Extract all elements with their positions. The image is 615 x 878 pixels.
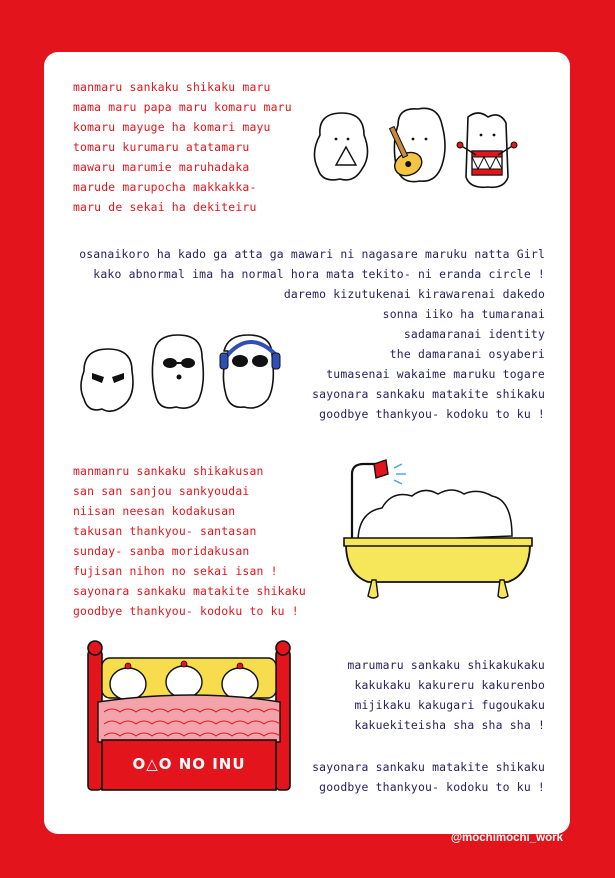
verse-line: komaru mayuge ha komari mayu bbox=[73, 120, 271, 134]
verse-1 bbox=[73, 77, 292, 217]
verse-line: kako abnormal ima ha normal hora mata tekito- ni eranda circle ! bbox=[93, 267, 545, 281]
bed-logo: O△O NO INU bbox=[132, 755, 246, 773]
verse-line: mijikaku kakugari fugoukaku bbox=[354, 698, 545, 712]
verse-3 bbox=[73, 461, 306, 621]
verse-line: daremo kizutukenai kirawarenai dakedo bbox=[283, 287, 545, 301]
verse-line: sayonara sankaku matakite shikaku bbox=[73, 584, 306, 598]
verse-5 bbox=[312, 757, 545, 797]
verse-line: takusan thankyou- santasan bbox=[73, 524, 257, 538]
verse-line: kakukaku kakureru kakurenbo bbox=[354, 678, 545, 692]
verse-line: marude marupocha makkakka- bbox=[73, 180, 257, 194]
verse-line: osanaikoro ha kado ga atta ga mawari ni nagasare maruku natta Girl bbox=[79, 247, 545, 261]
verse-line: sunday- sanba moridakusan bbox=[73, 544, 250, 558]
verse-line: maru de sekai ha dekiteiru bbox=[73, 200, 257, 214]
verse-line: sadamaranai identity bbox=[403, 327, 545, 341]
verse-line: sonna iiko ha tumaranai bbox=[382, 307, 545, 321]
band-illustration bbox=[300, 105, 555, 205]
verse-line: sayonara sankaku matakite shikaku bbox=[312, 760, 545, 774]
verse-line: kakuekiteisha sha sha sha ! bbox=[354, 718, 545, 732]
verse-line: goodbye thankyou- kodoku to ku ! bbox=[319, 780, 545, 794]
verse-line: mawaru marumie maruhadaka bbox=[73, 160, 250, 174]
verse-line: mama maru papa maru komaru maru bbox=[73, 100, 292, 114]
verse-line: sayonara sankaku matakite shikaku bbox=[312, 387, 545, 401]
verse-line: niisan neesan kodakusan bbox=[73, 504, 236, 518]
verse-line: goodbye thankyou- kodoku to ku ! bbox=[319, 407, 545, 421]
bathtub-illustration bbox=[338, 458, 548, 608]
verse-line: tumasenai wakaime maruku togare bbox=[326, 367, 545, 381]
verse-line: goodbye thankyou- kodoku to ku ! bbox=[73, 604, 299, 618]
verse-line: san san sanjou sankyoudai bbox=[73, 484, 250, 498]
verse-line: the damaranai osyaberi bbox=[389, 347, 545, 361]
verse-line: tomaru kurumaru atatamaru bbox=[73, 140, 250, 154]
sunglasses-illustration bbox=[76, 333, 296, 423]
verse-line: manmanru sankaku shikakusan bbox=[73, 464, 264, 478]
verse-line: manmaru sankaku shikaku maru bbox=[73, 80, 271, 94]
verse-4 bbox=[347, 655, 545, 735]
credit-handle: @mochimochi_work bbox=[450, 832, 563, 844]
verse-line: fujisan nihon no sekai isan ! bbox=[73, 564, 278, 578]
verse-line: marumaru sankaku shikakukaku bbox=[347, 658, 545, 672]
bed-illustration bbox=[84, 640, 294, 800]
